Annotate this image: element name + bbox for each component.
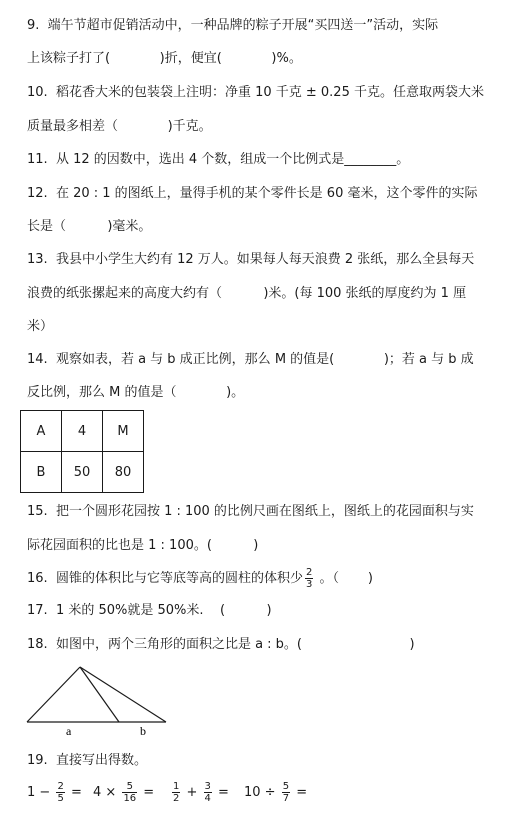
fraction-numerator: 1 <box>173 781 180 792</box>
q15-line2: 际花园面积的比也是 1 : 100。( ) <box>27 538 259 553</box>
expr-text: + <box>182 785 202 800</box>
q9-line1: 9. 端午节超市促销活动中，一种品牌的粽子开展“买四送一”活动，实际 <box>27 18 439 33</box>
fraction <box>122 781 137 804</box>
triangles-figure <box>20 660 180 740</box>
q13-line2: 浪费的纸张摞起来的高度大约有（ )米。(每 100 张纸的厚度约为 1 厘 <box>27 286 467 301</box>
q13-line3: 米） <box>27 319 54 334</box>
fraction-denominator: 4 <box>204 793 211 804</box>
fraction-denominator: 16 <box>123 793 137 804</box>
fraction-numerator: 2 <box>57 781 64 792</box>
fraction <box>204 781 212 804</box>
ratio-table <box>20 410 144 493</box>
triangle-left-edge <box>27 667 80 722</box>
expr-text: = <box>213 785 229 800</box>
fraction-numerator: 2 <box>305 567 313 578</box>
table-cell: 4 <box>62 411 103 452</box>
q19-line1: 19. 直接写出得数。 <box>27 753 147 768</box>
table-cell: 80 <box>103 452 144 493</box>
expr-text: = <box>139 785 155 800</box>
fraction-numerator: 5 <box>282 781 290 792</box>
fraction <box>305 567 313 590</box>
table-cell: M <box>103 411 144 452</box>
expression-3 <box>170 781 229 804</box>
fraction <box>56 781 64 804</box>
table-row <box>21 411 144 452</box>
expression-1 <box>27 781 82 804</box>
table-cell: 50 <box>62 452 103 493</box>
q11-line1: 11. 从 12 的因数中，选出 4 个数，组成一个比例式是________。 <box>27 152 410 167</box>
q12-line1: 12. 在 20 : 1 的图纸上，量得手机的某个零件长是 60 毫米，这个零件的实际 <box>27 186 478 201</box>
q10-line1: 10. 稻花香大米的包装袋上注明：净重 10 千克 ± 0.25 千克。任意取两袋大米 <box>27 85 484 100</box>
table-cell: A <box>21 411 62 452</box>
q15-line1: 15. 把一个圆形花园按 1 : 100 的比例尺画在图纸上，图纸上的花园面积与实 <box>27 504 474 519</box>
expr-text: 10 ÷ <box>244 785 280 800</box>
expr-text: = <box>292 785 308 800</box>
expression-2 <box>93 781 154 804</box>
q9-line2: 上该粽子打了( )折，便宜( )%。 <box>27 51 302 66</box>
expr-text: = <box>66 785 82 800</box>
fraction-denominator: 2 <box>173 793 180 804</box>
expr-text: 1 − <box>27 785 55 800</box>
fraction-denominator: 5 <box>57 793 64 804</box>
label-a: a <box>66 724 72 738</box>
fraction-denominator: 3 <box>305 579 313 590</box>
fraction-numerator: 3 <box>204 781 211 792</box>
q14-line2: 反比例，那么 M 的值是（ )。 <box>27 385 245 400</box>
expression-4 <box>244 781 307 804</box>
q17-line1: 17. 1 米的 50%就是 50%米. ( ) <box>27 603 272 618</box>
q13-line1: 13. 我县中小学生大约有 12 万人。如果每人每天浪费 2 张纸，那么全县每天 <box>27 252 475 267</box>
q16-line1 <box>27 567 373 590</box>
q14-line1: 14. 观察如表，若 a 与 b 成正比例，那么 M 的值是( )；若 a 与 b 成 <box>27 352 474 367</box>
fraction-denominator: 7 <box>282 793 290 804</box>
table-row <box>21 452 144 493</box>
expr-text: 4 × <box>93 785 121 800</box>
fraction <box>282 781 290 804</box>
q18-line1: 18. 如图中，两个三角形的面积之比是 a : b。( ) <box>27 637 415 652</box>
label-b: b <box>140 724 146 738</box>
q12-line2: 长是（ )毫米。 <box>27 219 152 234</box>
q16-text-before: 16. 圆锥的体积比与它等底等高的圆柱的体积少 <box>27 571 303 586</box>
fraction <box>172 781 180 804</box>
triangle-divider-line <box>80 667 119 722</box>
fraction-numerator: 5 <box>122 781 137 793</box>
q16-text-after: 。（ ) <box>315 571 373 586</box>
triangle-right-edge <box>80 667 166 722</box>
q10-line2: 质量最多相差（ )千克。 <box>27 119 212 134</box>
table-cell: B <box>21 452 62 493</box>
